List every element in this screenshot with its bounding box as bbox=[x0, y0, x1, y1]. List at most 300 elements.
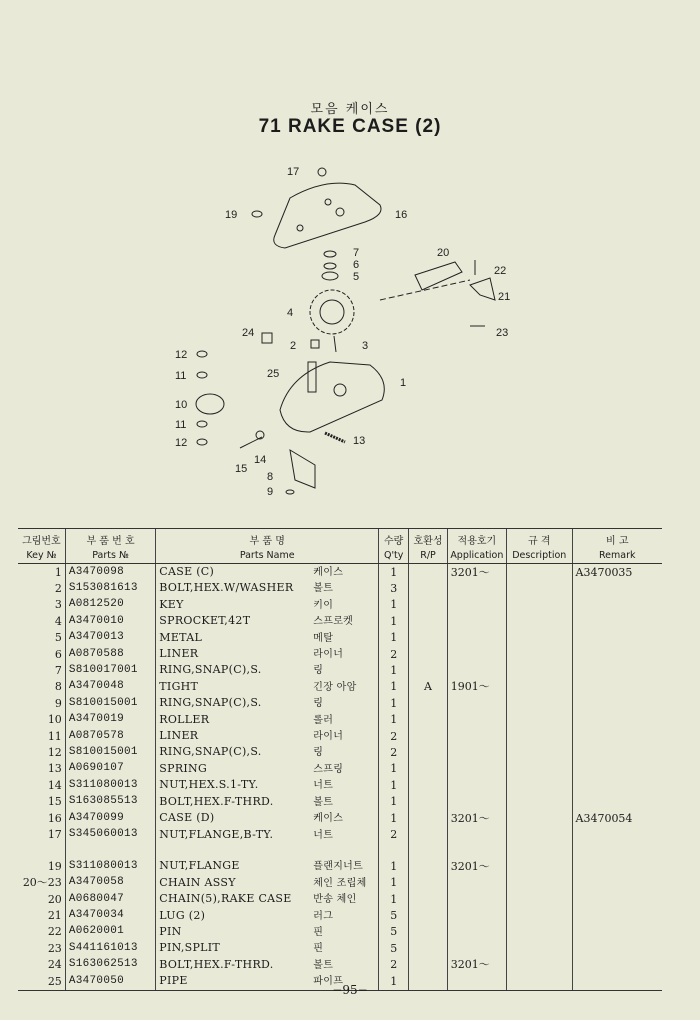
part-name-kr: 링 bbox=[313, 698, 324, 710]
callout: 9 bbox=[267, 486, 274, 498]
callout: 12 bbox=[175, 437, 188, 449]
cell-part-name bbox=[156, 957, 379, 973]
cell-part-number: A3470048 bbox=[65, 679, 155, 695]
cell-remark bbox=[572, 875, 662, 891]
part-name-en: CASE (D) bbox=[159, 811, 215, 825]
cell-part-number: S311080013 bbox=[65, 858, 155, 874]
nut-19-shape bbox=[252, 211, 262, 217]
cell-description bbox=[507, 908, 573, 924]
table-row bbox=[18, 777, 662, 793]
table-row bbox=[18, 712, 662, 728]
part-name-kr: 라이너 bbox=[313, 649, 344, 661]
cell-key: 2 bbox=[54, 581, 62, 595]
page-title: 71 RAKE CASE (2) bbox=[258, 116, 442, 137]
cell-qty: 1 bbox=[379, 597, 409, 613]
empty-cell bbox=[18, 843, 65, 858]
cell-remark bbox=[572, 597, 662, 613]
part-name-en: SPROCKET,42T bbox=[159, 614, 251, 628]
cell-rp bbox=[409, 695, 447, 711]
page-number: −95− bbox=[332, 983, 368, 997]
cell-key: 17 bbox=[47, 828, 62, 841]
part-name-kr: 볼트 bbox=[313, 959, 334, 971]
col-name: Parts Name bbox=[156, 547, 379, 564]
cell-key: 15 bbox=[47, 795, 62, 809]
part-name-en: CASE (C) bbox=[159, 565, 215, 578]
part-name-en: RING,SNAP(C),S. bbox=[159, 696, 262, 710]
part-name-kr: 라이너 bbox=[313, 731, 344, 743]
callout: 10 bbox=[175, 399, 188, 411]
roller-10-shape bbox=[196, 394, 224, 414]
cell-qty: 1 bbox=[379, 712, 409, 728]
cell-description bbox=[507, 940, 573, 956]
cell-qty: 2 bbox=[379, 957, 409, 973]
case-c-shape bbox=[280, 362, 384, 432]
spacer-row bbox=[18, 843, 662, 858]
empty-cell bbox=[156, 843, 379, 858]
cell-remark bbox=[572, 728, 662, 744]
cell-part-number: S153081613 bbox=[65, 580, 155, 596]
cell-rp bbox=[409, 744, 447, 760]
cell-part-name bbox=[156, 597, 379, 613]
part-name-en: SPRING bbox=[159, 761, 208, 775]
cell-part-name bbox=[156, 761, 379, 777]
spring-shape bbox=[325, 433, 345, 442]
callout: 24 bbox=[242, 327, 255, 339]
cell-rp bbox=[409, 613, 447, 629]
chain-shape bbox=[415, 262, 462, 290]
cell-application bbox=[447, 646, 506, 662]
cell-rp bbox=[409, 712, 447, 728]
col-app-kr: 적용호기 bbox=[447, 529, 506, 548]
cell-description bbox=[507, 679, 573, 695]
cell-application: 1901～ bbox=[447, 679, 506, 695]
cell-description bbox=[507, 695, 573, 711]
part-name-kr: 볼트 bbox=[313, 583, 334, 595]
table-row bbox=[18, 679, 662, 695]
part-name-en: BOLT,HEX.F-THRD. bbox=[159, 794, 274, 808]
table-row bbox=[18, 580, 662, 596]
cell-key: 9 bbox=[54, 696, 62, 710]
cell-key: 1 bbox=[54, 565, 62, 579]
table-row bbox=[18, 744, 662, 760]
part-name-kr: 스프로켓 bbox=[313, 616, 354, 628]
cell-key: 7 bbox=[54, 663, 62, 677]
cell-part-name bbox=[156, 924, 379, 940]
parts-table-body bbox=[18, 564, 662, 991]
col-rem-kr: 비 고 bbox=[572, 529, 662, 548]
ring-12-shape bbox=[197, 351, 207, 357]
table-row bbox=[18, 908, 662, 924]
part-name-en: PIN,SPLIT bbox=[159, 941, 221, 955]
cell-part-name bbox=[156, 940, 379, 956]
cell-qty: 1 bbox=[379, 761, 409, 777]
callout: 3 bbox=[362, 340, 369, 352]
pipe-25-shape bbox=[308, 362, 316, 392]
cell-description bbox=[507, 728, 573, 744]
table-row bbox=[18, 597, 662, 613]
cell-part-number: A3470013 bbox=[65, 630, 155, 646]
part-name-kr: 케이스 bbox=[313, 567, 344, 578]
cell-description bbox=[507, 827, 573, 843]
cell-part-name bbox=[156, 613, 379, 629]
table-row bbox=[18, 613, 662, 629]
exploded-parts-diagram bbox=[150, 150, 550, 510]
cell-application: 3201～ bbox=[447, 564, 506, 581]
cell-description bbox=[507, 924, 573, 940]
callout: 25 bbox=[267, 368, 280, 380]
col-desc: Description bbox=[507, 547, 573, 564]
tight-8-shape bbox=[290, 450, 315, 488]
lug-21-shape bbox=[470, 278, 495, 300]
callout: 7 bbox=[353, 247, 360, 259]
cell-key: 3 bbox=[54, 598, 62, 612]
table-row bbox=[18, 940, 662, 956]
cell-description bbox=[507, 794, 573, 810]
col-qty-kr: 수량 bbox=[379, 529, 409, 548]
cell-part-name bbox=[156, 810, 379, 826]
cell-rp bbox=[409, 957, 447, 973]
cell-qty: 1 bbox=[379, 679, 409, 695]
cell-qty: 5 bbox=[379, 908, 409, 924]
empty-cell bbox=[409, 843, 447, 858]
cell-rp bbox=[409, 761, 447, 777]
cell-key: 5 bbox=[54, 631, 62, 645]
cell-application: 3201～ bbox=[447, 810, 506, 826]
cell-remark bbox=[572, 794, 662, 810]
part-name-en: ROLLER bbox=[159, 712, 210, 726]
cell-remark bbox=[572, 662, 662, 678]
part-name-kr: 러그 bbox=[313, 910, 334, 922]
cell-key: 4 bbox=[54, 614, 62, 628]
part-name-en: KEY bbox=[159, 597, 184, 611]
cell-qty: 1 bbox=[379, 613, 409, 629]
col-pno-kr: 부 품 번 호 bbox=[65, 529, 155, 548]
cell-application bbox=[447, 597, 506, 613]
cell-application bbox=[447, 695, 506, 711]
cell-remark bbox=[572, 924, 662, 940]
col-key-kr: 그림번호 bbox=[18, 529, 65, 548]
cell-rp: A bbox=[409, 679, 447, 695]
cell-rp bbox=[409, 646, 447, 662]
hole-shape bbox=[297, 225, 303, 231]
hole-shape bbox=[334, 384, 346, 396]
diagram-svg bbox=[150, 150, 550, 510]
cell-rp bbox=[409, 794, 447, 810]
empty-cell bbox=[379, 843, 409, 858]
part-name-kr: 링 bbox=[313, 747, 324, 759]
callout: 22 bbox=[494, 265, 507, 277]
cell-description bbox=[507, 646, 573, 662]
cell-part-name bbox=[156, 744, 379, 760]
title-korean: 모음 케이스 bbox=[310, 102, 390, 117]
part-name-kr: 링 bbox=[313, 665, 324, 677]
ring-9-shape bbox=[286, 490, 294, 494]
cell-part-name bbox=[156, 728, 379, 744]
cell-application bbox=[447, 875, 506, 891]
cell-remark bbox=[572, 744, 662, 760]
part-name-en: CHAIN ASSY bbox=[159, 875, 236, 889]
callout: 21 bbox=[498, 291, 511, 303]
cell-remark bbox=[572, 777, 662, 793]
cell-key: 19 bbox=[47, 859, 62, 873]
cell-key: 25 bbox=[18, 973, 65, 990]
cell-part-number: A0690107 bbox=[65, 761, 155, 777]
table-row bbox=[18, 891, 662, 907]
cell-key: 6 bbox=[54, 647, 62, 661]
part-name-en: NUT,FLANGE,B-TY. bbox=[159, 827, 274, 841]
cell-part-name bbox=[156, 662, 379, 678]
cell-remark bbox=[572, 891, 662, 907]
cell-qty: 1 bbox=[379, 662, 409, 678]
cell-qty: 1 bbox=[379, 794, 409, 810]
cell-key: 23 bbox=[47, 941, 62, 955]
part-name-en: METAL bbox=[159, 630, 203, 644]
part-name-kr: 볼트 bbox=[313, 796, 334, 808]
cell-application bbox=[447, 940, 506, 956]
cell-rp bbox=[409, 810, 447, 826]
cell-description bbox=[507, 613, 573, 629]
cell-application bbox=[447, 662, 506, 678]
col-pno: Parts № bbox=[65, 547, 155, 564]
cell-application bbox=[447, 827, 506, 843]
cell-application bbox=[447, 908, 506, 924]
cell-application bbox=[447, 891, 506, 907]
empty-cell bbox=[65, 843, 155, 858]
part-name-en: RING,SNAP(C),S. bbox=[159, 745, 262, 759]
cell-description bbox=[507, 580, 573, 596]
cell-remark bbox=[572, 646, 662, 662]
cell-part-number: S163062513 bbox=[65, 957, 155, 973]
cell-part-number: A0870588 bbox=[65, 646, 155, 662]
cell-remark: A3470035 bbox=[572, 564, 662, 581]
nut-17-shape bbox=[318, 168, 326, 176]
part-name-kr: 체인 조립체 bbox=[313, 877, 367, 889]
col-qty: Q'ty bbox=[379, 547, 409, 564]
cell-rp bbox=[409, 662, 447, 678]
cell-part-number: S441161013 bbox=[65, 940, 155, 956]
cell-description bbox=[507, 891, 573, 907]
cell-key: 10 bbox=[47, 713, 62, 727]
part-name-en: BOLT,HEX.W/WASHER bbox=[159, 581, 294, 595]
cell-key: 20 bbox=[47, 892, 62, 906]
sprocket-shape bbox=[310, 290, 354, 334]
part-name-en: NUT,FLANGE bbox=[159, 859, 240, 873]
col-name-kr: 부 품 명 bbox=[156, 529, 379, 548]
cell-description bbox=[507, 564, 573, 581]
part-name-en: PIN bbox=[159, 924, 182, 938]
cell-key: 14 bbox=[47, 778, 62, 792]
cell-qty: 1 bbox=[379, 564, 409, 581]
cell-qty: 5 bbox=[379, 924, 409, 940]
cell-part-name bbox=[156, 858, 379, 874]
cell-part-name bbox=[156, 712, 379, 728]
part-name-kr: 반송 체인 bbox=[313, 894, 357, 906]
cell-description bbox=[507, 761, 573, 777]
cell-application: 3201～ bbox=[447, 858, 506, 874]
table-row bbox=[18, 761, 662, 777]
cell-part-name bbox=[156, 580, 379, 596]
callout: 11 bbox=[175, 419, 187, 431]
cell-description bbox=[507, 744, 573, 760]
cell-remark bbox=[572, 679, 662, 695]
col-rem: Remark bbox=[572, 547, 662, 564]
cell-part-name bbox=[156, 646, 379, 662]
table-row bbox=[18, 875, 662, 891]
cell-qty: 3 bbox=[379, 580, 409, 596]
table-row bbox=[18, 630, 662, 646]
cell-remark bbox=[572, 827, 662, 843]
liner-6-shape bbox=[324, 263, 336, 269]
callout: 20 bbox=[437, 247, 450, 259]
cell-description bbox=[507, 662, 573, 678]
col-rp-kr: 호환성 bbox=[409, 529, 447, 548]
cell-rp bbox=[409, 891, 447, 907]
cell-application bbox=[447, 728, 506, 744]
cell-part-name bbox=[156, 827, 379, 843]
part-name-en: TIGHT bbox=[159, 679, 199, 693]
cell-description bbox=[507, 630, 573, 646]
callout: 8 bbox=[267, 471, 274, 483]
part-name-en: PIPE bbox=[159, 974, 188, 988]
cell-rp bbox=[409, 630, 447, 646]
part-name-kr: 롤러 bbox=[313, 714, 334, 726]
cell-description bbox=[507, 712, 573, 728]
callout: 11 bbox=[175, 370, 187, 382]
cell-qty: 1 bbox=[379, 891, 409, 907]
metal-5-shape bbox=[322, 272, 338, 280]
liner-11-shape bbox=[197, 372, 207, 378]
cell-rp bbox=[409, 908, 447, 924]
callout: 12 bbox=[175, 349, 188, 361]
cell-part-name bbox=[156, 679, 379, 695]
leader-line bbox=[380, 280, 470, 300]
callout-labels bbox=[175, 166, 510, 498]
cell-remark: A3470054 bbox=[572, 810, 662, 826]
cell-remark bbox=[572, 712, 662, 728]
callout: 1 bbox=[400, 377, 407, 389]
cell-qty: 1 bbox=[379, 630, 409, 646]
empty-cell bbox=[572, 843, 662, 858]
cell-part-number: A3470099 bbox=[65, 810, 155, 826]
part-name-kr: 키이 bbox=[313, 599, 334, 611]
cell-remark bbox=[572, 630, 662, 646]
cell-part-number: A0812520 bbox=[65, 597, 155, 613]
cell-part-number: A0870578 bbox=[65, 728, 155, 744]
part-name-kr: 스프링 bbox=[313, 763, 344, 775]
cell-rp bbox=[409, 728, 447, 744]
case-d-shape bbox=[274, 183, 381, 248]
cell-remark bbox=[572, 580, 662, 596]
cell-part-number: A3470034 bbox=[65, 908, 155, 924]
cell-part-name bbox=[156, 777, 379, 793]
part-name-kr: 핀 bbox=[313, 926, 324, 938]
cell-part-number: S311080013 bbox=[65, 777, 155, 793]
cell-application bbox=[447, 777, 506, 793]
cell-description bbox=[507, 875, 573, 891]
cell-qty: 1 bbox=[379, 695, 409, 711]
table-row bbox=[18, 794, 662, 810]
col-key: Key № bbox=[18, 547, 65, 564]
callout: 15 bbox=[235, 463, 248, 475]
cell-part-number: A3470058 bbox=[65, 875, 155, 891]
part-name-kr: 핀 bbox=[313, 943, 324, 955]
col-desc-kr: 규 격 bbox=[507, 529, 573, 548]
cell-part-number: S163085513 bbox=[65, 794, 155, 810]
cell-description bbox=[507, 597, 573, 613]
cell-rp bbox=[409, 940, 447, 956]
table-row bbox=[18, 810, 662, 826]
cell-part-number: S810015001 bbox=[65, 695, 155, 711]
table-row bbox=[18, 728, 662, 744]
callout: 4 bbox=[287, 307, 294, 319]
part-name-kr: 메탈 bbox=[313, 632, 334, 644]
callout: 14 bbox=[254, 454, 267, 466]
table-row bbox=[18, 662, 662, 678]
cell-key: 22 bbox=[47, 925, 62, 939]
col-rp: R/P bbox=[409, 547, 447, 564]
cell-key: 16 bbox=[47, 811, 62, 825]
cell-qty: 2 bbox=[379, 744, 409, 760]
cell-key: 13 bbox=[47, 762, 62, 776]
empty-cell bbox=[507, 843, 573, 858]
hole-shape bbox=[325, 199, 331, 205]
table-row bbox=[18, 858, 662, 874]
cell-qty: 2 bbox=[379, 827, 409, 843]
cell-key: 8 bbox=[54, 680, 62, 694]
cell-rp bbox=[409, 858, 447, 874]
part-name-en: RING,SNAP(C),S. bbox=[159, 663, 262, 677]
cell-rp bbox=[409, 777, 447, 793]
ring-7-shape bbox=[324, 251, 336, 257]
cell-qty: 1 bbox=[379, 777, 409, 793]
cell-part-number: A3470050 bbox=[65, 973, 155, 990]
table-row bbox=[18, 827, 662, 843]
cell-part-name bbox=[156, 564, 379, 581]
cell-application bbox=[447, 630, 506, 646]
callout: 6 bbox=[353, 259, 360, 271]
part-name-kr: 너트 bbox=[313, 780, 334, 792]
cell-qty: 1 bbox=[379, 810, 409, 826]
part-name-kr: 너트 bbox=[313, 829, 334, 841]
table-row bbox=[18, 924, 662, 940]
table-row bbox=[18, 957, 662, 973]
part-name-en: LUG (2) bbox=[159, 908, 206, 922]
cell-rp bbox=[409, 924, 447, 940]
part-name-en: LINER bbox=[159, 647, 199, 661]
cell-part-number: A3470010 bbox=[65, 613, 155, 629]
cell-description bbox=[507, 957, 573, 973]
part-name-en: BOLT,HEX.F-THRD. bbox=[159, 957, 274, 971]
cell-remark bbox=[572, 940, 662, 956]
cell-rp bbox=[409, 564, 447, 581]
cell-part-number: A0680047 bbox=[65, 891, 155, 907]
cell-part-number: S810017001 bbox=[65, 662, 155, 678]
cell-application bbox=[447, 924, 506, 940]
part-name-kr: 케이스 bbox=[313, 813, 344, 825]
part-name-en: CHAIN(5),RAKE CASE bbox=[159, 892, 292, 906]
header-row-en bbox=[18, 547, 662, 564]
empty-cell bbox=[447, 843, 506, 858]
cell-part-number: A3470098 bbox=[65, 564, 155, 581]
callout: 13 bbox=[353, 435, 366, 447]
bolt-24-shape bbox=[262, 333, 272, 343]
cell-application bbox=[447, 794, 506, 810]
table-row bbox=[18, 646, 662, 662]
cell-remark bbox=[572, 858, 662, 874]
cell-remark bbox=[572, 613, 662, 629]
part-name-en: NUT,HEX.S.1-TY. bbox=[159, 778, 259, 792]
callout: 17 bbox=[287, 166, 300, 178]
